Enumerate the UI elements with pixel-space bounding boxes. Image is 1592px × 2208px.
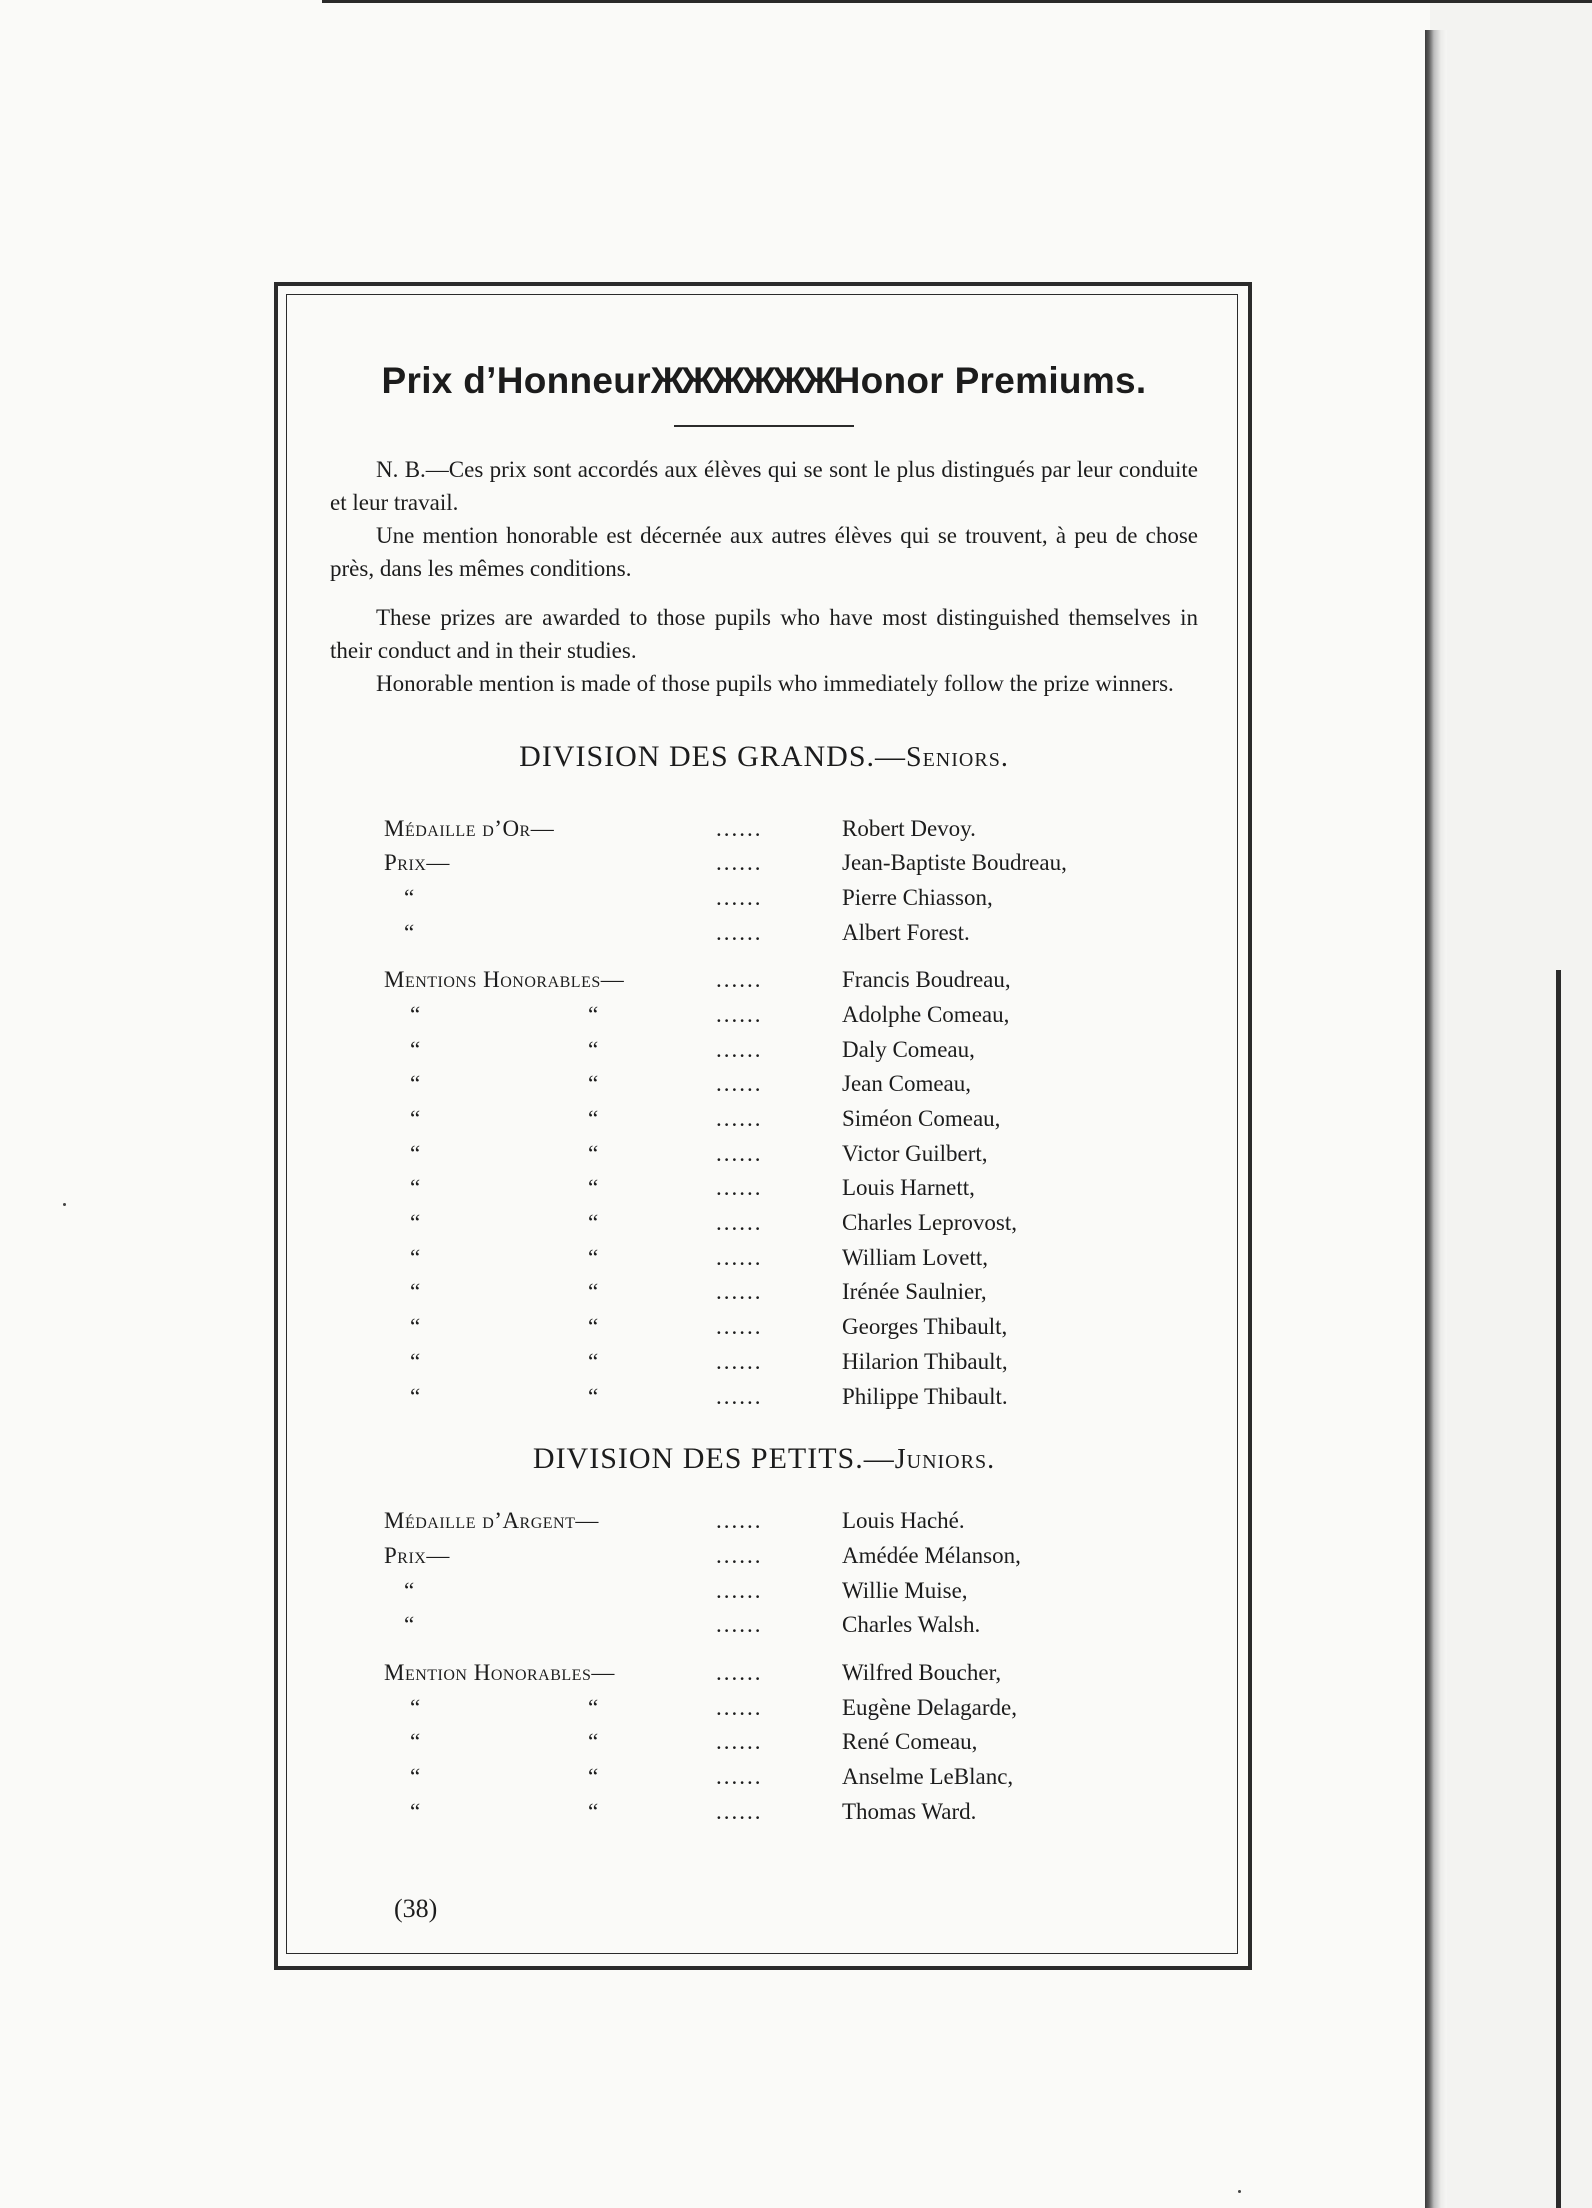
spacer — [330, 1643, 1198, 1656]
dot-leader: ...... — [716, 884, 763, 910]
dot-leader: ...... — [716, 1314, 763, 1340]
note-french-2: Une mention honorable est décernée aux autres élèves qui se trouvent, à peu de chose près, dans les mêmes conditions. — [330, 522, 1198, 581]
division-seniors-title — [330, 740, 1198, 774]
recipient-name: Georges Thibault, — [842, 1314, 1008, 1340]
medal-label: Médaille d’Argent— — [384, 1508, 599, 1534]
dot-leader: ...... — [716, 1210, 763, 1236]
list-item — [330, 998, 1198, 1033]
paper-speck — [1238, 2190, 1241, 2193]
division-subtitle-text: Seniors. — [906, 741, 1009, 773]
ditto-mark: “ — [410, 1348, 421, 1374]
ditto-mark: “ — [588, 1071, 599, 1097]
mention-label: Mentions Honorables— — [384, 967, 625, 993]
juniors-list — [330, 1504, 1198, 1829]
list-item — [330, 1539, 1198, 1574]
recipient-name: Louis Harnett, — [842, 1175, 975, 1201]
ditto-mark: “ — [588, 1106, 599, 1132]
ditto-mark: “ — [588, 1348, 599, 1374]
ditto-mark: “ — [588, 1694, 599, 1720]
ditto-mark: “ — [588, 1314, 599, 1340]
dot-leader: ...... — [716, 1279, 763, 1305]
dot-leader: ...... — [716, 1764, 763, 1790]
list-item — [330, 1760, 1198, 1795]
recipient-name: Charles Walsh. — [842, 1612, 981, 1638]
heading-rule — [674, 425, 854, 427]
list-item — [330, 1067, 1198, 1102]
division-subtitle-text: Juniors. — [894, 1444, 996, 1476]
list-item — [330, 1171, 1198, 1206]
recipient-name: René Comeau, — [842, 1729, 978, 1755]
ditto-mark: “ — [404, 884, 415, 910]
spacer — [330, 950, 1198, 963]
dot-leader: ...... — [716, 1036, 763, 1062]
list-item — [330, 1795, 1198, 1830]
recipient-name: Louis Haché. — [842, 1508, 965, 1534]
paper-speck — [63, 1203, 66, 1206]
recipient-name: Willie Muise, — [842, 1577, 968, 1603]
recipient-name: Eugène Delagarde, — [842, 1694, 1017, 1720]
recipient-name: William Lovett, — [842, 1244, 988, 1270]
dot-leader: ...... — [716, 1542, 763, 1568]
dot-leader: ...... — [716, 1348, 763, 1374]
ditto-mark: “ — [410, 1175, 421, 1201]
seniors-list — [330, 812, 1198, 1415]
page-top-edge — [322, 0, 1592, 17]
recipient-name: Thomas Ward. — [842, 1798, 977, 1824]
list-item — [330, 1137, 1198, 1172]
dot-leader: ...... — [716, 1106, 763, 1132]
dot-leader: ...... — [716, 815, 763, 841]
division-juniors-title — [330, 1442, 1198, 1476]
list-item — [330, 1206, 1198, 1241]
list-item — [330, 1310, 1198, 1345]
recipient-name: Adolphe Comeau, — [842, 1001, 1010, 1027]
note-english-1: These prizes are awarded to those pupils who have most distinguished themselves in their conduct and in their studies. — [330, 604, 1198, 663]
ditto-mark: “ — [588, 1244, 599, 1270]
ditto-mark: “ — [404, 1612, 415, 1638]
recipient-name: Pierre Chiasson, — [842, 884, 993, 910]
medal-label: Médaille d’Or— — [384, 815, 555, 841]
ditto-mark: “ — [410, 1694, 421, 1720]
recipient-name: Charles Leprovost, — [842, 1210, 1018, 1236]
list-item — [330, 846, 1198, 881]
dot-leader: ...... — [716, 1798, 763, 1824]
recipient-name: Robert Devoy. — [842, 815, 976, 841]
dot-leader: ...... — [716, 1175, 763, 1201]
ditto-mark: “ — [588, 1279, 599, 1305]
ditto-mark: “ — [588, 1383, 599, 1409]
ditto-mark: “ — [404, 919, 415, 945]
dot-leader: ...... — [716, 1244, 763, 1270]
dot-leader: ...... — [716, 1383, 763, 1409]
dot-leader: ...... — [716, 1729, 763, 1755]
note-french-1: N. B.—Ces prix sont accordés aux élèves qui se sont le plus distingués par leur conduite et leur travail. — [330, 456, 1198, 515]
recipient-name: Daly Comeau, — [842, 1036, 975, 1062]
list-item — [330, 1102, 1198, 1137]
prize-label: Prix— — [384, 1542, 450, 1568]
list-item — [330, 1345, 1198, 1380]
ditto-mark: “ — [588, 1764, 599, 1790]
dot-leader: ...... — [716, 1508, 763, 1534]
list-item — [330, 1380, 1198, 1415]
ditto-mark: “ — [410, 1314, 421, 1340]
book-spine-shadow — [1425, 30, 1447, 2208]
ditto-mark: “ — [410, 1729, 421, 1755]
ditto-mark: “ — [588, 1036, 599, 1062]
recipient-name: Francis Boudreau, — [842, 967, 1011, 993]
recipient-name: Jean Comeau, — [842, 1071, 972, 1097]
heading-ornament: ЖЖЖЖЖЖ — [650, 360, 834, 401]
recipient-name: Victor Guilbert, — [842, 1140, 988, 1166]
dot-leader: ...... — [716, 919, 763, 945]
ditto-mark: “ — [410, 1383, 421, 1409]
page-content — [330, 360, 1198, 1829]
dot-leader: ...... — [716, 850, 763, 876]
dot-leader: ...... — [716, 1612, 763, 1638]
next-page-edge — [1556, 970, 1561, 2208]
list-item — [330, 1691, 1198, 1726]
recipient-name: Albert Forest. — [842, 919, 970, 945]
ditto-mark: “ — [588, 1210, 599, 1236]
note-english-2: Honorable mention is made of those pupils who immediately follow the prize winners. — [376, 670, 1174, 696]
division-title-text: DIVISION DES PETITS.— — [532, 1442, 895, 1476]
dot-leader: ...... — [716, 1694, 763, 1720]
list-item — [330, 916, 1198, 951]
ditto-mark: “ — [410, 1210, 421, 1236]
dot-leader: ...... — [716, 1577, 763, 1603]
ditto-mark: “ — [410, 1106, 421, 1132]
list-item — [330, 1033, 1198, 1068]
page-number: (38) — [394, 1894, 438, 1923]
ditto-mark: “ — [410, 1244, 421, 1270]
ditto-mark: “ — [404, 1577, 415, 1603]
recipient-name: Wilfred Boucher, — [842, 1659, 1002, 1685]
mention-label: Mention Honorables— — [384, 1659, 615, 1685]
list-item — [330, 1574, 1198, 1609]
dot-leader: ...... — [716, 1659, 763, 1685]
recipient-name: Anselme LeBlanc, — [842, 1764, 1014, 1790]
heading-french: Prix d’Honneur — [381, 360, 651, 401]
spacer — [330, 585, 1198, 601]
ditto-mark: “ — [588, 1001, 599, 1027]
list-item — [330, 812, 1198, 847]
ditto-mark: “ — [588, 1798, 599, 1824]
recipient-name: Hilarion Thibault, — [842, 1348, 1008, 1374]
dot-leader: ...... — [716, 1140, 763, 1166]
list-item — [330, 1275, 1198, 1310]
list-item — [330, 963, 1198, 998]
ditto-mark: “ — [588, 1175, 599, 1201]
ditto-mark: “ — [410, 1798, 421, 1824]
dot-leader: ...... — [716, 967, 763, 993]
list-item — [330, 1725, 1198, 1760]
list-item — [330, 1241, 1198, 1276]
ditto-mark: “ — [588, 1729, 599, 1755]
dot-leader: ...... — [716, 1071, 763, 1097]
list-item — [330, 1608, 1198, 1643]
ditto-mark: “ — [588, 1140, 599, 1166]
recipient-name: Irénée Saulnier, — [842, 1279, 987, 1305]
heading-english: Honor Premiums. — [833, 360, 1147, 401]
page-heading — [330, 360, 1198, 403]
dot-leader: ...... — [716, 1001, 763, 1027]
ditto-mark: “ — [410, 1140, 421, 1166]
ditto-mark: “ — [410, 1001, 421, 1027]
ditto-mark: “ — [410, 1036, 421, 1062]
recipient-name: Siméon Comeau, — [842, 1106, 1001, 1132]
list-item — [330, 881, 1198, 916]
ditto-mark: “ — [410, 1071, 421, 1097]
recipient-name: Philippe Thibault. — [842, 1383, 1008, 1409]
ditto-mark: “ — [410, 1764, 421, 1790]
division-title-text: DIVISION DES GRANDS.— — [519, 739, 907, 773]
recipient-name: Amédée Mélanson, — [842, 1542, 1021, 1568]
recipient-name: Jean-Baptiste Boudreau, — [842, 850, 1067, 876]
ditto-mark: “ — [410, 1279, 421, 1305]
list-item — [330, 1656, 1198, 1691]
prize-label: Prix— — [384, 850, 450, 876]
list-item — [330, 1504, 1198, 1539]
